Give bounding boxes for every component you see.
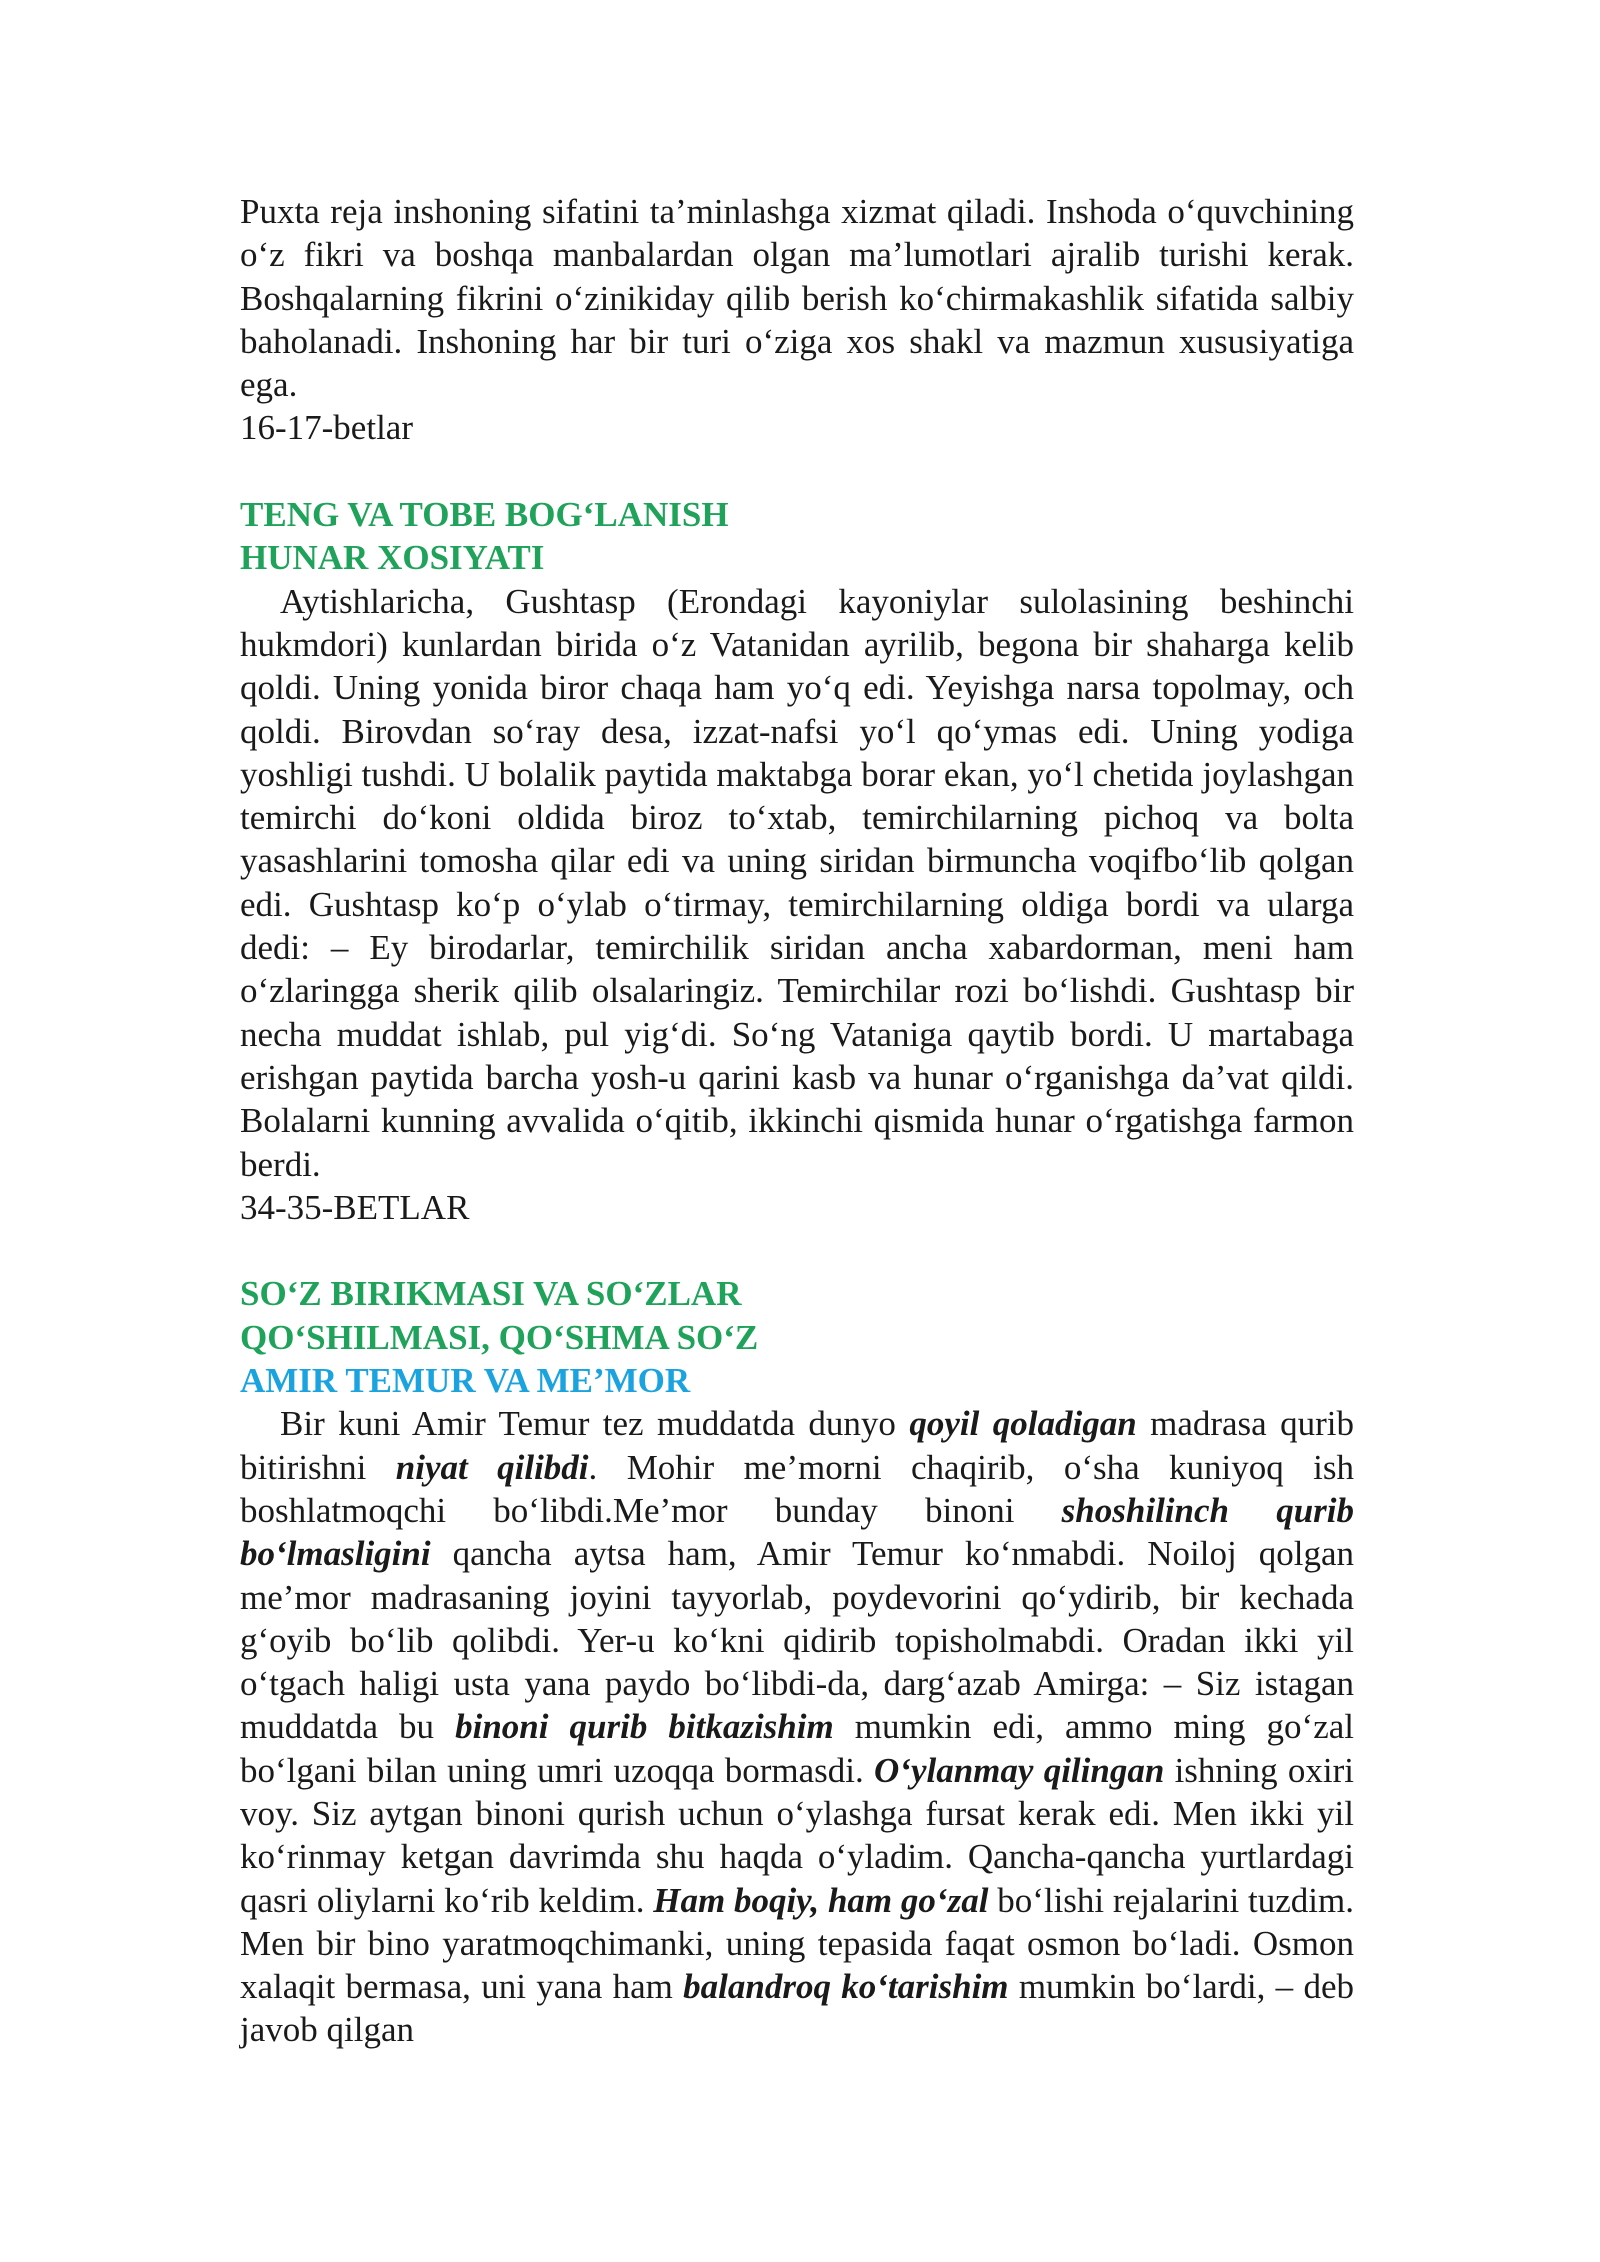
story-paragraph	[240, 1402, 1354, 2051]
story-title: AMIR TEMUR VA ME’MOR	[240, 1361, 691, 1401]
text-run: madrasa qurib bitirishni	[240, 1404, 1355, 1487]
section-subheading: HUNAR XOSIYATI	[240, 538, 545, 578]
highlighted-phrase: qoyil qoladigan	[909, 1404, 1137, 1444]
highlighted-phrase: balandroq ko‘tarishim	[683, 1967, 1009, 2007]
text-run: Bir kuni Amir Temur tez muddatda dunyo	[280, 1404, 910, 1444]
highlighted-phrase: Ham boqiy, ham go‘zal	[653, 1880, 989, 1920]
document-page	[240, 190, 1354, 2052]
section-heading: SO‘Z BIRIKMASI VA SO‘ZLAR	[240, 1274, 742, 1314]
highlighted-phrase: O‘ylanmay qilingan	[874, 1750, 1165, 1790]
text-run: . Mohir me’morni chaqirib, o‘sha kuniyoq ish boshlatmoqchi bo‘libdi.Me’mor bunday binoni	[240, 1447, 1354, 1530]
text-run: mumkin bo‘lardi, – deb javob qilgan	[240, 1967, 1354, 2050]
text-run: qancha aytsa ham, Amir Temur ko‘nmabdi. Noiloj qolgan me’mor madrasaning joyini tayyorlab, poydevorini qo‘ydirib, bir kechada g‘oyib bo‘lib qolibdi. Yer-u ko‘kni qidirib topisholmabdi. Oradan ikki yil o‘tgach haligi usta yana paydo bo‘libdi-da, darg‘azab Amirga: – Siz istagan muddatda bu	[240, 1534, 1354, 1747]
story-paragraph: Aytishlaricha, Gushtasp (Erondagi kayoniylar sulolasining beshinchi hukmdori) kunlardan birida o‘z Vatanidan ayrilib, begona bir shaharga kelib qoldi. Uning yonida biror chaqa ham yo‘q edi. Yeyishga narsa topolmay, och qoldi. Birovdan so‘ray desa, izzat-nafsi yo‘l qo‘ymas edi. Uning yodiga yoshligi tushdi. U bolalik paytida maktabga borar ekan, yo‘l chetida joylashgan temirchi do‘koni oldida biroz to‘xtab, temirchilarning pichoq va bolta yasashlarini tomosha qilar edi va uning siridan birmuncha voqifbo‘lib qolgan edi. Gushtasp ko‘p o‘ylab o‘tirmay, temirchilarning oldiga bordi va ularga dedi: – Ey birodarlar, temirchilik siridan ancha xabardorman, meni ham o‘zlaringga sherik qilib olsalaringiz. Temirchilar rozi bo‘lishdi. Gushtasp bir necha muddat ishlab, pul yig‘di. So‘ng Vataniga qaytib bordi. U martabaga erishgan paytida barcha yosh-u qarini kasb va hunar o‘rganishga da’vat qildi. Bolalarni kunning avvalida o‘qitib, ikkinchi qismida hunar o‘rgatishga farmon berdi.	[240, 581, 1354, 1184]
intro-paragraph: Puxta reja inshoning sifatini ta’minlashga xizmat qiladi. Inshoda o‘quvchining o‘z fikri va boshqa manbalardan olgan ma’lumotlari ajralib turishi kerak. Boshqalarning fikrini o‘zinikiday qilib berish ko‘chirmakashlik sifatida salbiy baholanadi. Inshoning har bir turi o‘ziga xos shakl va mazmun xususiyatiga ega.	[240, 192, 1354, 405]
text-run: bo‘lishi rejalarini tuzdim. Men bir bino yaratmoqchimanki, uning tepasida faqat osmon bo‘ladi. Osmon xalaqit bermasa, uni yana ham	[240, 1880, 1354, 2007]
section-heading: TENG VA TOBE BOG‘LANISH	[240, 495, 729, 535]
page-reference: 34-35-BETLAR	[240, 1187, 470, 1227]
text-run: ishning oxiri voy. Siz aytgan binoni qurish uchun o‘ylashga fursat kerak edi. Men ikki yil ko‘rinmay ketgan davrimda shu haqda o‘yladim. Qancha-qancha yurtlardagi qasri oliylarni ko‘rib keldim.	[240, 1750, 1354, 1920]
spacer	[240, 1229, 1354, 1272]
section-heading-continued: QO‘SHILMASI, QO‘SHMA SO‘Z	[240, 1317, 759, 1357]
page-reference: 16-17-betlar	[240, 408, 413, 448]
highlighted-phrase: binoni qurib bitkazishim	[455, 1707, 834, 1747]
spacer	[240, 450, 1354, 493]
text-run: mumkin edi, ammo ming go‘zal bo‘lgani bilan uning umri uzoqqa bormasdi.	[240, 1707, 1354, 1790]
highlighted-phrase: shoshilinch qurib bo‘lmasligini	[240, 1490, 1354, 1574]
highlighted-phrase: niyat qilibdi	[395, 1447, 589, 1487]
